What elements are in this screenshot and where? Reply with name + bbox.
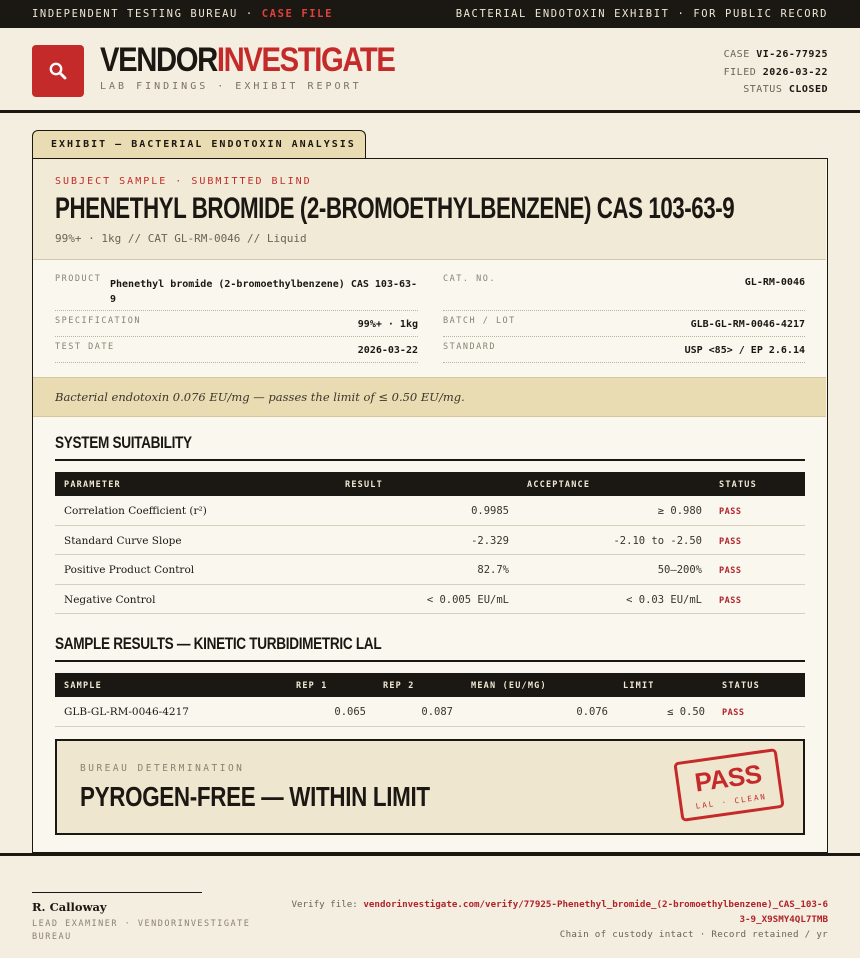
chain-of-custody: Chain of custody intact · Record retained / yr [559,929,828,940]
brand-part-vendor: VENDOR [100,41,217,79]
info-cat-no: CAT. NO. GL-RM-0046 [443,269,805,311]
filed-date: FILED 2026-03-22 [723,66,828,78]
suitability-table-header [55,472,805,496]
examiner-role: LEAD EXAMINER · VENDORINVESTIGATE BUREAU [32,919,251,942]
status-badge: PASS [722,708,745,718]
verify-label: Verify file: [291,899,364,910]
table-row: GLB-GL-RM-0046-4217 0.065 0.087 0.076 ≤ 0.50 PASS [55,697,805,727]
verdict-text: Bacterial endotoxin 0.076 EU/mg — passes the limit of ≤ 0.50 EU/mg. [55,390,465,404]
case-number: CASE VI-26-77925 [723,49,828,60]
site-header [0,28,860,113]
info-test-date: TEST DATE 2026-03-22 [55,337,418,363]
logo[interactable] [32,45,84,97]
pass-stamp [673,748,784,822]
section-title-suitability: SYSTEM SUITABILITY [55,433,192,452]
section-title-results: SAMPLE RESULTS — KINETIC TURBIDIMETRIC LAL [55,634,382,653]
col-rep1: REP 1 [296,681,328,691]
table-row: Correlation Coefficient (r²) 0.9985 ≥ 0.980 PASS [55,496,805,526]
info-specification: SPECIFICATION 99%+ · 1kg [55,311,418,337]
stamp-text: PASS [692,758,764,798]
verify-link[interactable]: vendorinvestigate.com/verify/77925-Phenethyl_bromide_(2-bromoethylbenzene)_CAS_103-63-9_X9SMY4QL7TMB [363,899,828,925]
bureau-text: INDEPENDENT TESTING BUREAU · [32,8,262,20]
table-row: Standard Curve Slope -2.329 -2.10 to -2.50 PASS [55,526,805,556]
product-subline: 99%+ · 1kg // CAT GL-RM-0046 // Liquid [55,232,307,245]
info-standard: STANDARD USP <85> / EP 2.6.14 [443,337,805,363]
verify-file [288,898,828,927]
col-sample: SAMPLE [64,681,102,691]
magnifier-icon [48,61,68,81]
col-mean: MEAN (EU/MG) [471,681,547,691]
status-badge: PASS [719,507,742,517]
col-rep2: REP 2 [383,681,415,691]
status-badge: PASS [719,595,742,606]
case-meta [724,46,828,99]
exhibit-banner-text: BACTERIAL ENDOTOXIN EXHIBIT · FOR PUBLIC RECORD [455,8,828,20]
table-row: Positive Product Control 82.7% 50–200% PASS [55,555,805,585]
product-title: PHENETHYL BROMIDE (2-BROMOETHYLBENZENE) CAS 103-63-9 [55,192,735,225]
col-status: STATUS [722,681,760,691]
subject-kicker: SUBJECT SAMPLE · SUBMITTED BLIND [55,176,312,187]
verdict-strip [33,377,826,417]
signature-line [32,892,202,893]
stamp-subtext: LAL · CLEAN [695,791,768,811]
col-acceptance: ACCEPTANCE [527,480,591,490]
brand-tagline: LAB FINDINGS · EXHIBIT REPORT [100,81,362,92]
case-status: STATUS CLOSED [743,84,828,95]
status-badge: PASS [719,536,742,547]
results-table-header [55,673,805,697]
col-parameter: PARAMETER [64,480,121,490]
subject-header [33,159,826,260]
bureau-label [32,8,333,20]
brand-part-investigate: INVESTIGATE [216,41,395,79]
table-row: Negative Control < 0.005 EU/mL < 0.03 EU/mL PASS [55,585,805,615]
examiner-name: R. Calloway [32,900,107,914]
status-badge: PASS [719,566,742,576]
footer-rule [0,853,860,856]
col-result: RESULT [345,480,383,490]
info-product: PRODUCT Phenethyl bromide (2-bromoethylbenzene) CAS 103-63-9 [55,269,418,311]
case-file-label: CASE FILE [261,8,334,20]
top-banner [0,0,860,28]
determination-label: BUREAU DETERMINATION [80,763,245,774]
section-rule [55,660,805,662]
exhibit-tab: EXHIBIT — BACTERIAL ENDOTOXIN ANALYSIS [32,130,366,159]
col-limit: LIMIT [623,681,655,691]
info-batch-lot: BATCH / LOT GLB-GL-RM-0046-4217 [443,311,805,337]
bureau-determination [55,739,805,835]
determination-value: PYROGEN-FREE — WITHIN LIMIT [80,781,430,812]
col-status: STATUS [719,480,757,490]
section-rule [55,459,805,461]
exhibit-card [32,158,828,853]
brand-wordmark[interactable] [100,40,395,80]
